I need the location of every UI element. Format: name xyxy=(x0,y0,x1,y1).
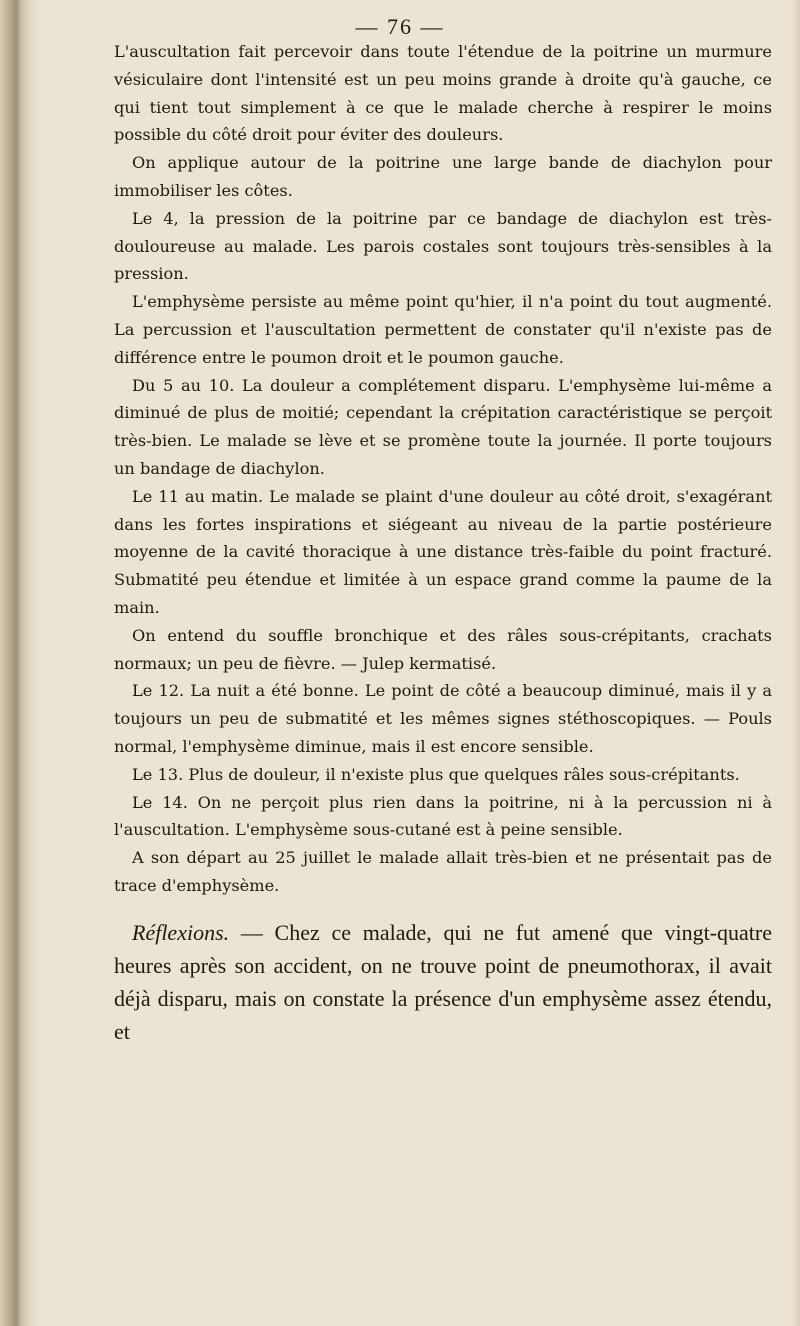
paragraph-day-13: Le 13. Plus de douleur, il n'existe plus que quelques râles sous-crépitants. xyxy=(132,764,740,784)
paragraph-emphysema: L'emphysème persiste au même point qu'hier, il n'a point du tout augmenté. La percussion et l'auscultation permettent de constater qu'il n'existe pas de différence entre le poumon droit et le poumon gauche. xyxy=(114,292,772,367)
page-edge xyxy=(792,0,800,1326)
paragraph-bandage: On applique autour de la poitrine une large bande de diachylon pour immobiliser les côtes. xyxy=(114,153,772,200)
paragraph-day-5-10: Du 5 au 10. La douleur a complétement disparu. L'emphysème lui-même a diminué de plus de moitié; cependant la crépitation caractéristique se perçoit très-bien. Le malade se lève et se promène toute la journée. Il porte toujours un bandage de diachylon. xyxy=(114,375,772,478)
paragraph-day-4: Le 4, la pression de la poitrine par ce bandage de diachylon est très-douloureuse au malade. Les parois costales sont toujours très-sensibles à la pression. xyxy=(114,208,772,284)
book-binding-shadow xyxy=(0,0,40,1326)
page-number: — 76 — xyxy=(355,14,445,39)
paragraph-departure: A son départ au 25 juillet le malade allait très-bien et ne présentait pas de trace d'emphysème. xyxy=(114,848,772,895)
reflexions-label: Réflexions. xyxy=(132,919,230,945)
paragraph-auscultation: L'auscultation fait percevoir dans toute l'étendue de la poitrine un murmure vésiculaire dont l'intensité est un peu moins grande à droite qu'à gauche, ce qui tient tout simplement à ce que le malade cherche à respirer le moins possible du côté droit pour éviter des douleurs. xyxy=(114,42,772,145)
reflexions-paragraph xyxy=(114,916,772,1048)
paragraph-day-12: Le 12. La nuit a été bonne. Le point de côté a beaucoup diminué, mais il y a toujours un peu de submatité et les mêmes signes stéthoscopiques. — Pouls normal, l'emphysème diminue, mais il est encore sensible. xyxy=(114,681,772,756)
paragraph-day-14: Le 14. On ne perçoit plus rien dans la poitrine, ni à la percussion ni à l'auscultation. L'emphysème sous-cutané est à peine sensible. xyxy=(114,792,772,840)
body-text xyxy=(114,38,772,1070)
reflexions-text: — Chez ce malade, qui ne fut amené que vingt-quatre heures après son accident, on ne trouve point de pneumothorax, il avait déjà disparu, mais on constate la présence d'un emphysème assez étendu, et xyxy=(114,919,772,1044)
paragraph-bronchial: On entend du souffle bronchique et des râles sous-crépitants, crachats normaux; un peu de fièvre. — Julep kermatisé. xyxy=(114,625,772,673)
paragraph-day-11: Le 11 au matin. Le malade se plaint d'une douleur au côté droit, s'exagérant dans les fortes inspirations et siégeant au niveau de la partie postérieure moyenne de la cavité thoracique à une distance très-faible du point fracturé. Submatité peu étendue et limitée à un espace grand comme la paume de la main. xyxy=(114,486,772,617)
